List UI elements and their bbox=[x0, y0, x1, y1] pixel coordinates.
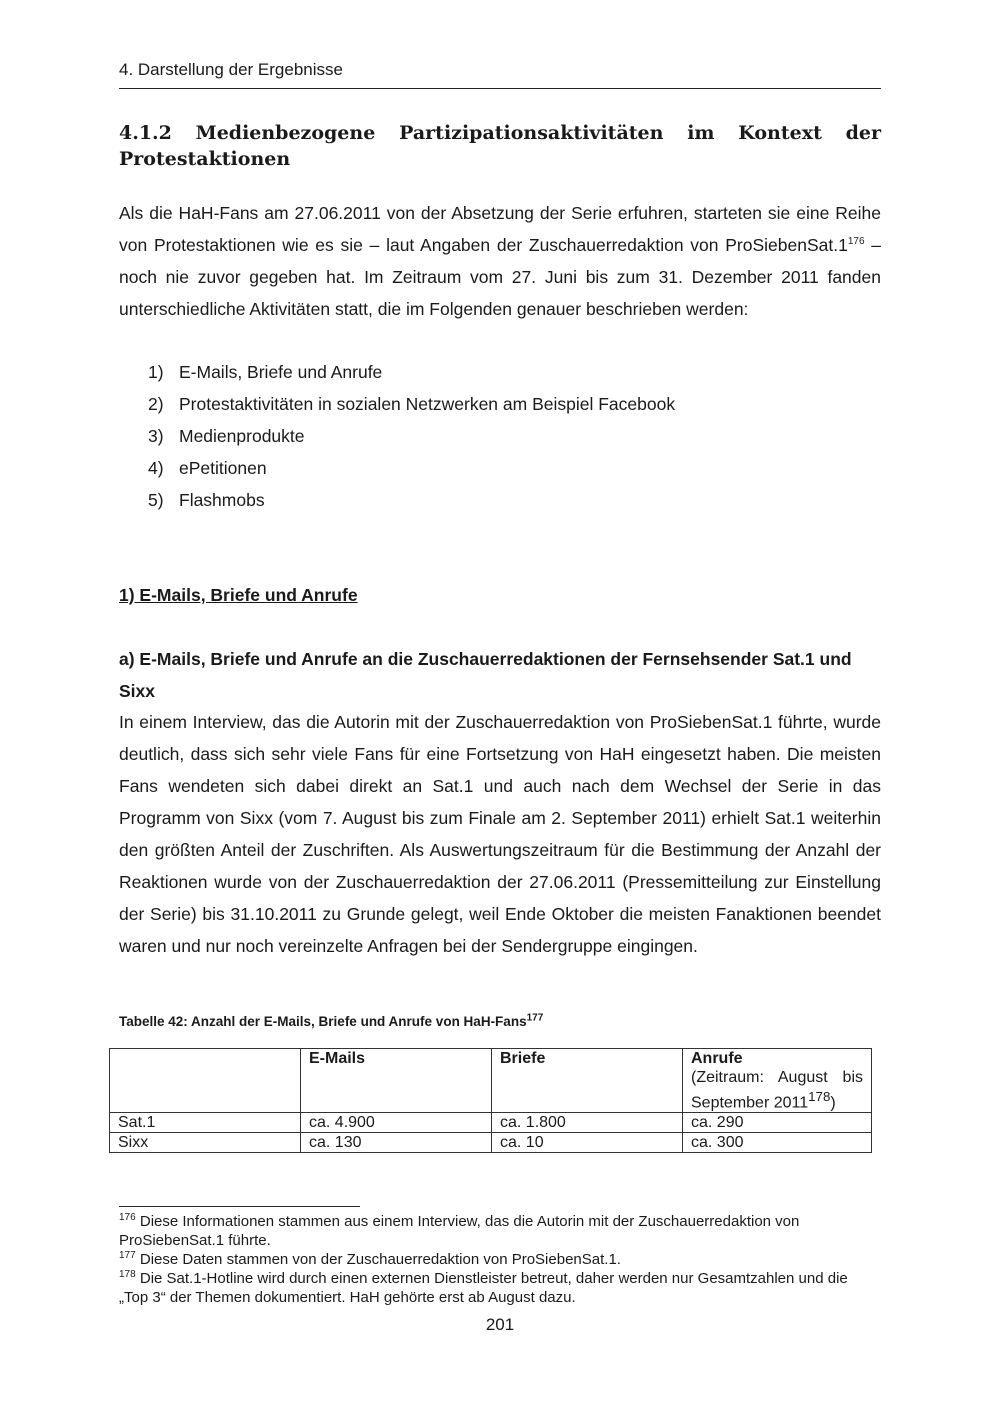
list-item-text: Medienprodukte bbox=[179, 426, 305, 446]
table-caption bbox=[119, 1012, 543, 1032]
subsection-heading bbox=[119, 579, 881, 611]
anrufe-period-close: ) bbox=[830, 1094, 836, 1112]
intro-paragraph bbox=[119, 197, 881, 325]
anrufe-label: Anrufe bbox=[691, 1050, 743, 1067]
table-header-cell bbox=[110, 1049, 301, 1113]
footnote-number: 178 bbox=[119, 1269, 136, 1280]
table-caption-text: Tabelle 42: Anzahl der E-Mails, Briefe und Anrufe von HaH-Fans bbox=[119, 1014, 527, 1029]
table-cell: ca. 300 bbox=[683, 1133, 872, 1153]
list-item-number: 4) bbox=[148, 458, 164, 478]
section-title-line-1: 4.1.2 Medienbezogene Partizipationsaktivitäten im Kontext der bbox=[119, 122, 881, 144]
list-item-number: 2) bbox=[148, 394, 164, 414]
table-header-cell: Briefe bbox=[492, 1049, 683, 1113]
table-cell: ca. 130 bbox=[301, 1133, 492, 1153]
table-cell: ca. 4.900 bbox=[301, 1113, 492, 1133]
table-cell: Sat.1 bbox=[110, 1113, 301, 1133]
footnote bbox=[119, 1269, 881, 1307]
sub-a-heading: a) E-Mails, Briefe und Anrufe an die Zuschauerredaktionen der Fernsehsender Sat.1 und Sixx bbox=[119, 649, 852, 701]
table-cell: Sixx bbox=[110, 1133, 301, 1153]
footnotes bbox=[119, 1212, 881, 1307]
running-header: 4. Darstellung der Ergebnisse bbox=[119, 58, 881, 89]
list-item bbox=[148, 356, 675, 388]
footnote-number: 177 bbox=[119, 1250, 136, 1261]
list-item bbox=[148, 452, 675, 484]
list-item bbox=[148, 484, 675, 516]
contacts-table bbox=[109, 1048, 872, 1153]
footnote-ref-176: 176 bbox=[847, 236, 865, 248]
table-row bbox=[110, 1113, 872, 1133]
table-cell: ca. 10 bbox=[492, 1133, 683, 1153]
intro-text-part-2: – noch nie zuvor gegeben hat. Im Zeitraum vom 27. Juni bis zum 31. Dezember 2011 fanden unterschiedliche Aktivitäten statt, die im Folgenden genauer beschrieben werden: bbox=[119, 235, 881, 319]
footnote-ref-177: 177 bbox=[526, 1012, 544, 1024]
footnote-text: Diese Daten stammen von der Zuschauerredaktion von ProSiebenSat.1. bbox=[135, 1251, 621, 1268]
list-item-text: E-Mails, Briefe und Anrufe bbox=[179, 362, 383, 382]
table-row bbox=[110, 1133, 872, 1153]
subsection-heading-text: 1) E-Mails, Briefe und Anrufe bbox=[119, 585, 358, 605]
footnote bbox=[119, 1250, 881, 1269]
list-item bbox=[148, 420, 675, 452]
footnote-separator bbox=[119, 1206, 360, 1207]
intro-text-part-1: Als die HaH-Fans am 27.06.2011 von der Absetzung der Serie erfuhren, starteten sie eine Reihe von Protestaktionen wie es sie – laut Angaben der Zuschauerredaktion von ProSiebenSat.1 bbox=[119, 203, 881, 255]
activity-list bbox=[148, 356, 675, 516]
list-item-text: Flashmobs bbox=[179, 490, 265, 510]
section-title bbox=[119, 120, 881, 172]
table-header-cell: E-Mails bbox=[301, 1049, 492, 1113]
list-item-text: Protestaktivitäten in sozialen Netzwerken am Beispiel Facebook bbox=[179, 394, 676, 414]
list-item-number: 3) bbox=[148, 426, 164, 446]
list-item-number: 1) bbox=[148, 362, 164, 382]
footnote-ref-178: 178 bbox=[808, 1089, 831, 1104]
page-number: 201 bbox=[485, 1315, 515, 1334]
table-cell: ca. 290 bbox=[683, 1113, 872, 1133]
footnote-number: 176 bbox=[119, 1212, 136, 1223]
list-item-number: 5) bbox=[148, 490, 164, 510]
anrufe-period-text: (Zeitraum: August bis September 2011 bbox=[691, 1069, 863, 1112]
table-cell: ca. 1.800 bbox=[492, 1113, 683, 1133]
paragraph-a: In einem Interview, das die Autorin mit der Zuschauerredaktion von ProSiebenSat.1 führte, wurde deutlich, dass sich sehr viele Fans für eine Fortsetzung von HaH eingesetzt haben. Die meisten Fans wendeten sich dabei direkt an Sat.1 und auch nach dem Wechsel der Serie in das Programm von Sixx (vom 7. August bis zum Finale am 2. September 2011) erhielt Sat.1 weiterhin den größten Anteil der Zuschriften. Als Auswertungszeitraum für die Bestimmung der Anzahl der Reaktionen wurde von der Zuschauerredaktion der 27.06.2011 (Pressemitteilung zur Einstellung der Serie) bis 31.10.2011 zu Grunde gelegt, weil Ende Oktober die meisten Fanaktionen beendet waren und nur noch vereinzelte Anfragen bei der Sendergruppe eingingen. bbox=[119, 712, 881, 956]
footnote-text: Die Sat.1-Hotline wird durch einen externen Dienstleister betreut, daher werden nur Gesamtzahlen und die „Top 3“ der Themen dokumentiert. HaH gehörte erst ab August dazu. bbox=[119, 1270, 848, 1306]
list-item-text: ePetitionen bbox=[179, 458, 267, 478]
footnote bbox=[119, 1212, 881, 1250]
anrufe-period-note bbox=[691, 1068, 863, 1112]
table-header-row bbox=[110, 1049, 872, 1113]
footnote-text: Diese Informationen stammen aus einem Interview, das die Autorin mit der Zuschauerredaktion von ProSiebenSat.1 führte. bbox=[119, 1213, 800, 1249]
section-title-line-2: Protestaktionen bbox=[119, 148, 291, 170]
table-header-cell-anrufe bbox=[683, 1049, 872, 1113]
list-item bbox=[148, 388, 675, 420]
